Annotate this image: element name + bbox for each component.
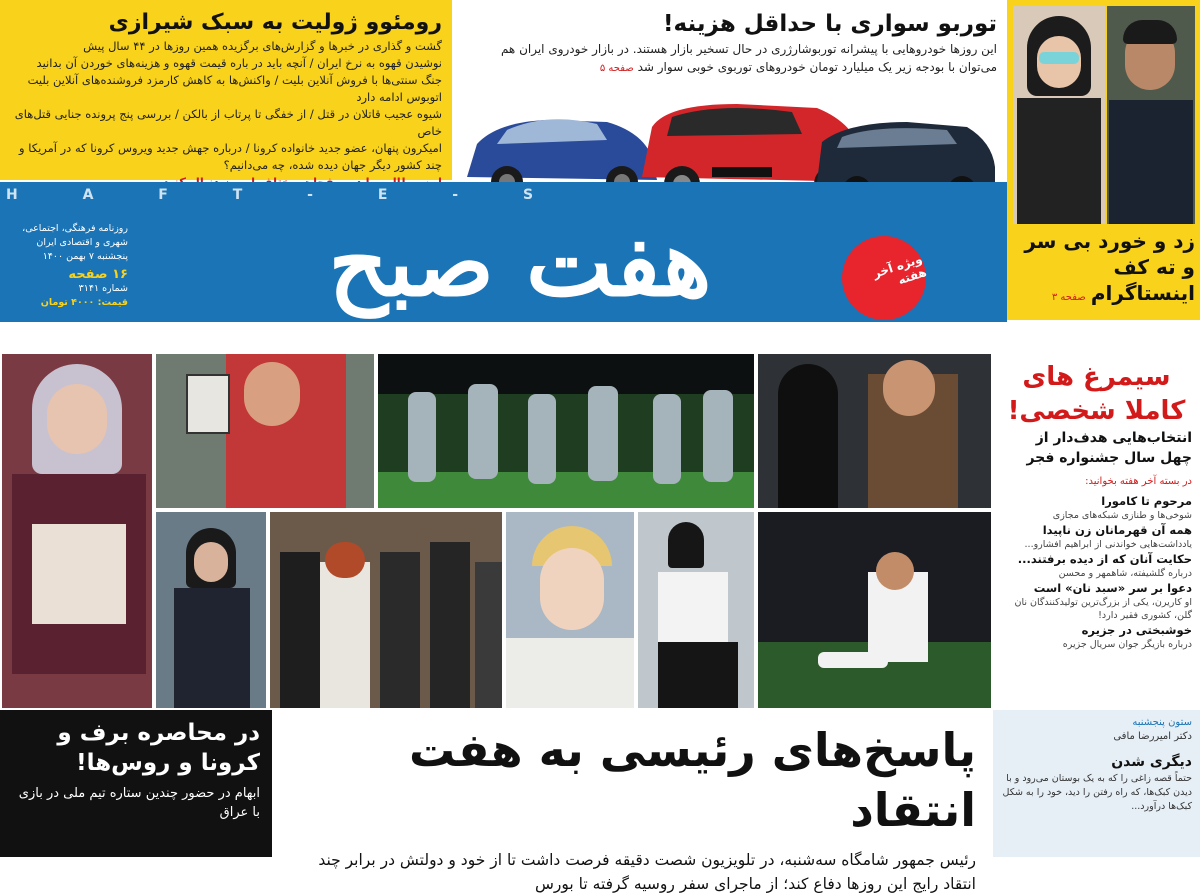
main-story[interactable] <box>278 710 986 893</box>
masthead-description: روزنامه فرهنگی، اجتماعی، شهری و اقتصادی ایران <box>22 223 128 248</box>
list-item[interactable] <box>1001 493 1192 522</box>
list-item-desc: شوخی‌ها و طنازی شبکه‌های مجازی <box>1052 510 1192 521</box>
top-right-teaser-box[interactable] <box>1007 0 1200 320</box>
main-story-body: رئیس جمهور شامگاه سه‌شنبه، در تلویزیون شصت دقیقه فرصت داشت تا از خود و دولتش در برابر چند انتقاد رایج این روزها دفاع کند؛ از ماجرای سفر روسیه گرفته تا بورس <box>318 851 976 893</box>
masthead-price: قیمت: ۴۰۰۰ تومان <box>40 297 128 308</box>
list-item-desc: درباره بازیگر جوان سریال جزیره <box>1062 639 1192 650</box>
list-item-title[interactable]: دعوا بر سر «سبد نان» است <box>1033 581 1192 595</box>
column-title[interactable]: دیگری شدن <box>1111 754 1192 770</box>
column-body: حتماً قصه زاغی را که به یک بوستان می‌رود و با دیدن کبک‌ها، که راه رفتن را دید، خود را به شکل کبک‌ها درآورد... <box>1002 773 1192 812</box>
column-author: دکتر امیررضا مافی <box>1113 731 1192 742</box>
bottom-left-body: ابهام در حضور چندین ستاره تیم ملی در بازی با عراق <box>18 786 260 820</box>
bottom-left-teaser[interactable] <box>0 710 272 857</box>
top-left-intro: گشت و گذاری در خبرها و گزارش‌های برگزیده همین روزها در ۴۴ سال پیش <box>83 39 442 53</box>
woman-in-hijab-photo <box>154 510 268 710</box>
right-column-section-label: در بسته آخر هفته بخوانید: <box>1085 476 1192 487</box>
top-left-item[interactable]: نوشیدن قهوه به نرخ ایران / آنچه باید در باره قیمت قهوه و هزینه‌های خوردن آن بدانید <box>36 56 442 70</box>
top-left-teaser-box[interactable] <box>0 0 452 180</box>
top-left-headline[interactable]: رومئوو ژولیت به سبک شیرازی <box>108 10 442 35</box>
masthead-info <box>8 222 128 310</box>
right-column-subhead: انتخاب‌هایی هدف‌دار از چهل سال جشنواره فجر <box>1026 430 1192 466</box>
list-item-title[interactable]: حکایت آنان که از دیده برفتند... <box>1017 552 1192 566</box>
main-headline[interactable]: پاسخ‌های رئیسی به هفت انتقاد <box>408 723 976 837</box>
masthead-pages: ۱۶ صفحه <box>68 267 128 282</box>
column-box[interactable] <box>993 710 1200 857</box>
top-center-body-text: این روزها خودروهایی با پیشرانه توربوشارژری در حال تسخیر بازار هستند. در بازار خودروی ایران هم می‌توان با بودجه زیر یک میلیارد تومان خودروهای توربوی خوبی سوار شد <box>500 42 997 74</box>
list-item[interactable] <box>1001 580 1192 622</box>
film-scene-photo <box>756 352 993 510</box>
top-left-item[interactable]: شیوه عجیب قاتلان در قتل / از خفگی تا پرتاب از بالکن / بررسی پنج پرونده جنایی قتل‌های خاص <box>14 107 442 138</box>
list-item-title[interactable]: مرحوم تا کامورا <box>1101 494 1192 508</box>
top-left-item[interactable]: امیکرون پنهان، عضو جدید خانواده کرونا / درباره جهش جدید ویروس کرونا که در آمریکا و چند کشور دیگر جهان دیده شده، چه می‌دانیم؟ <box>19 141 442 172</box>
actress-photo <box>0 352 154 710</box>
newspaper-logo[interactable]: هفت صبح <box>328 209 712 317</box>
list-item-desc: درباره گلشیفته، شاهمهر و محسن <box>1058 568 1192 579</box>
man-with-book-photo <box>154 352 376 510</box>
list-item[interactable] <box>1001 551 1192 580</box>
bottom-left-headline[interactable]: در محاصره برف و کرونا و روس‌ها! <box>57 720 260 776</box>
man-portrait-photo <box>1107 6 1195 224</box>
top-center-teaser-box[interactable] <box>452 0 1007 206</box>
right-column-headline[interactable]: سیمرغ های کاملا شخصی! <box>1007 362 1186 426</box>
hazard-football-photo <box>756 510 993 710</box>
list-item-desc: یادداشت‌هایی خواندنی از ابراهیم افشارو... <box>1024 539 1192 550</box>
right-column[interactable] <box>993 352 1200 710</box>
top-center-body <box>462 40 997 78</box>
list-item[interactable] <box>1001 522 1192 551</box>
top-right-headline-wrap[interactable] <box>1013 228 1195 306</box>
woman-portrait-photo <box>1013 6 1105 224</box>
national-team-photo <box>376 352 756 510</box>
woman-with-braid-photo <box>504 510 636 710</box>
top-center-headline[interactable]: توربو سواری با حداقل هزینه! <box>663 11 997 37</box>
weekend-badge: ویژه آخر هفته <box>831 225 937 331</box>
masthead-strip: H A F T - E - S <box>0 182 1007 208</box>
list-item-title[interactable]: خوشبختی در جزیره <box>1081 623 1192 637</box>
column-label: ستون پنجشنبه <box>1132 717 1192 728</box>
list-item-desc: او کاریرن، یکی از بزرگ‌ترین تولیدکنندگان نان گلن، کشوری فقیر دارد! <box>1014 597 1192 621</box>
futsal-player-photo <box>636 510 756 710</box>
page-reference: صفحه ۵ <box>599 63 634 74</box>
masthead-issue: شماره ۳۱۴۱ <box>78 283 128 294</box>
top-left-item[interactable]: جنگ سنتی‌ها با فروش آنلاین بلیت / واکنش‌ها به کاهش کارمزد فروشنده‌های آنلاین بلیت اتوبوس ادامه دارد <box>27 73 442 104</box>
top-right-headline[interactable]: زد و خورد بی سر و ته کف اینستاگرام <box>1024 229 1195 305</box>
wedding-archive-photo <box>268 510 504 710</box>
page-reference: صفحه ۳ <box>1051 292 1086 303</box>
list-item-title[interactable]: همه آن قهرمانان زن ناپیدا <box>1042 523 1192 537</box>
list-item[interactable] <box>1001 622 1192 651</box>
masthead-date: پنجشنبه ۷ بهمن ۱۴۰۰ <box>42 251 128 262</box>
